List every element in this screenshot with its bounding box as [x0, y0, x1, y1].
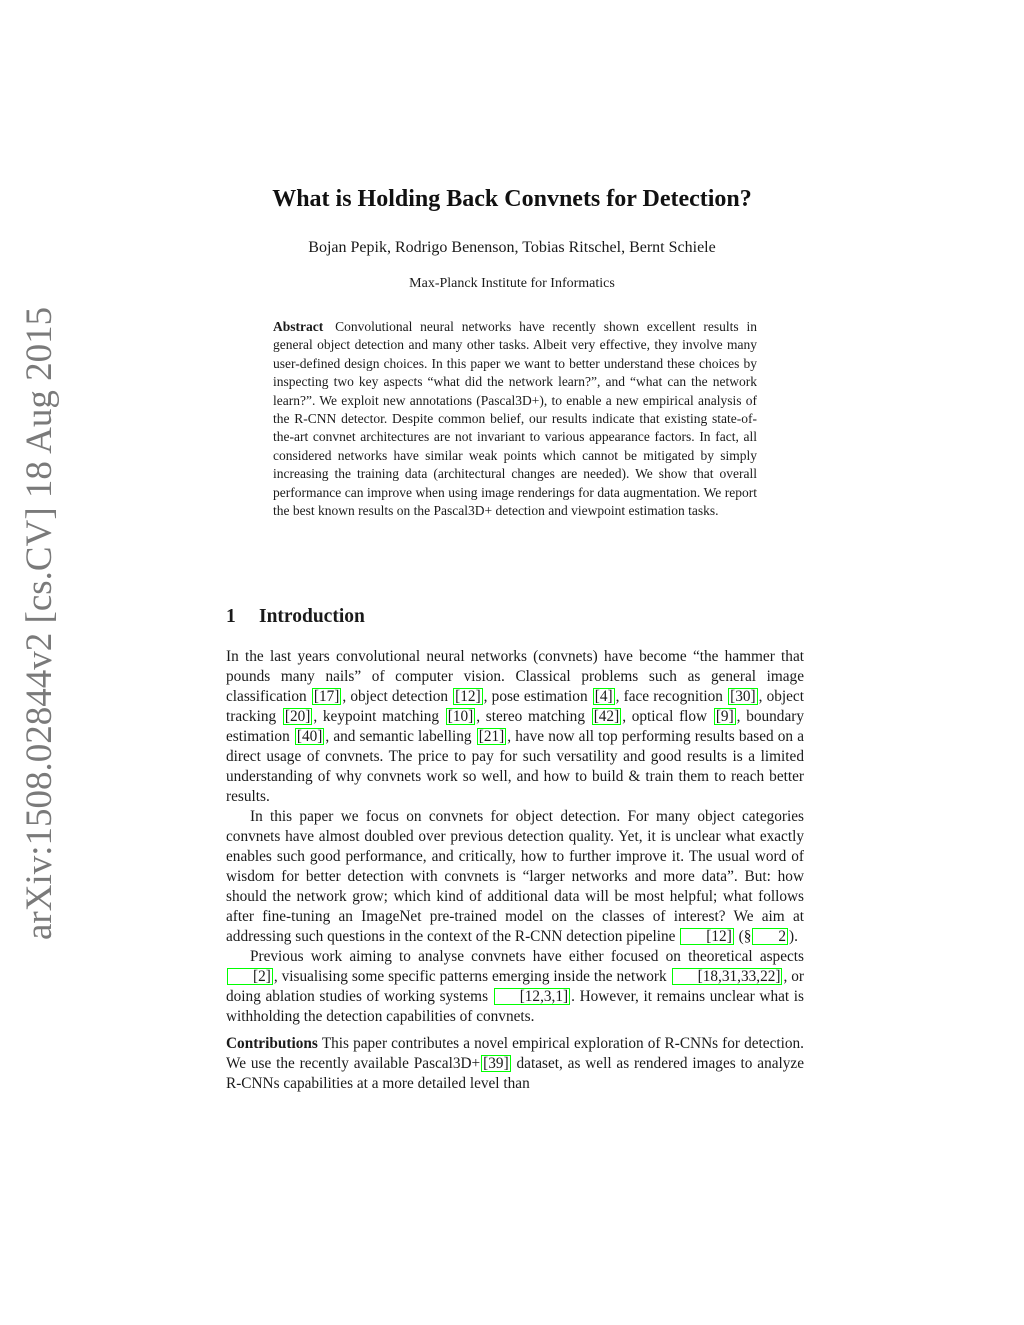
- citation-link[interactable]: [18,31,33,22]: [672, 968, 783, 985]
- introduction-body: [226, 647, 804, 1094]
- text: , and semantic labelling: [325, 728, 476, 745]
- text: . However, it remains unclear what is withholding the detection capabilities of convnets.: [226, 988, 804, 1025]
- citation-link[interactable]: [12,3,1]: [494, 988, 570, 1005]
- abstract-heading: Abstract: [273, 319, 324, 334]
- citation-link[interactable]: [12]: [455, 688, 481, 705]
- citation-link[interactable]: [9]: [715, 708, 734, 725]
- paragraph-2: [226, 807, 804, 947]
- text: , have now all top performing results based on a direct usage of convnets. The price to pay for such versatility and good results is a limited understanding of why convnets work so well, and how to build & train them to reach better results.: [226, 728, 805, 805]
- paragraph-heading: Contributions: [226, 1035, 318, 1052]
- citation-link[interactable]: [2]: [227, 968, 273, 985]
- section-heading-introduction: [226, 606, 365, 628]
- abstract: [273, 318, 757, 520]
- paper-authors: Bojan Pepik, Rodrigo Benenson, Tobias Ritschel, Bernt Schiele: [308, 239, 716, 256]
- text: (§: [734, 928, 752, 945]
- citation-link[interactable]: [20]: [284, 708, 311, 725]
- citation-link[interactable]: [12]: [680, 928, 734, 945]
- section-title: Introduction: [259, 606, 365, 627]
- section-number: 1: [226, 606, 236, 627]
- text: , stereo matching: [476, 708, 591, 725]
- citation-link[interactable]: [21]: [478, 728, 505, 745]
- citation-link[interactable]: [17]: [313, 688, 340, 705]
- text: In the last years convolutional neural networks (convnets) have become “the hammer that pounds many nails” of computer vision. Classical problems such as general image classification: [226, 648, 804, 705]
- text: In this paper we focus on convnets for object detection. For many object categories convnets have almost doubled over previous detection quality. Yet, it is unclear what exactly enables such good performance, and critically, how to further improve it. The usual word of wisdom for better detection with convnets is “larger networks and more data”. But: how should the network grow; which kind of additional data will be most helpful; what follows after fine-tuning an ImageNet pre-trained model on the classes of interest? We aim at addressing such questions in the context of the R-CNN detection pipeline: [226, 808, 804, 945]
- section-link[interactable]: 2: [752, 928, 788, 945]
- text: dataset, as well as rendered images to analyze R-CNNs capabilities at a more detailed level than: [226, 1055, 804, 1092]
- citation-link[interactable]: [39]: [483, 1055, 509, 1072]
- paragraph-1: [226, 647, 804, 807]
- paragraph-3: [226, 947, 804, 1027]
- text: , object tracking: [226, 688, 804, 725]
- arxiv-identifier: arXiv:1508.02844v2 [cs.CV] 18 Aug 2015: [19, 306, 60, 940]
- text: Previous work aiming to analyse convnets have either focused on theoretical aspects: [250, 948, 804, 965]
- author-affiliation: Max-Planck Institute for Informatics: [409, 276, 615, 291]
- text: , or doing ablation studies of working systems: [226, 968, 804, 1005]
- text: , pose estimation: [483, 688, 592, 705]
- abstract-text: Convolutional neural networks have recently shown excellent results in general object detection and many other tasks. Albeit very effective, they involve many user-defined design choices. In this paper we want to better understand these choices by inspecting two key aspects “what did the network learn?”, and “what can the network learn?”. We exploit new annotations (Pascal3D+), to enable a new empirical analysis of the R-CNN detector. Despite common belief, our results indicate that existing state-of-the-art convnet architectures are not invariant to various appearance factors. In fact, all considered networks have similar weak points which cannot be mitigated by simply increasing the training data (architectural changes are needed). We show that overall performance can improve when using image renderings for data augmentation. We report the best known results on the Pascal3D+ detection and viewpoint estimation tasks.: [273, 319, 757, 519]
- paper-title: What is Holding Back Convnets for Detection?: [272, 186, 752, 212]
- text: This paper contributes a novel empirical exploration of R-CNNs for detection. We use the recently available Pascal3D+: [226, 1035, 804, 1072]
- text: , visualising some specific patterns emerging inside the network: [273, 968, 671, 985]
- citation-link[interactable]: [10]: [447, 708, 474, 725]
- citation-link[interactable]: [40]: [296, 728, 323, 745]
- citation-link[interactable]: [30]: [730, 688, 756, 705]
- citation-link[interactable]: [4]: [594, 688, 613, 705]
- text: , boundary estimation: [226, 708, 804, 745]
- text: , optical flow: [622, 708, 713, 725]
- citation-link[interactable]: [42]: [593, 708, 620, 725]
- paragraph-contributions: [226, 1034, 804, 1094]
- text: , face recognition: [615, 688, 728, 705]
- text: , object detection: [342, 688, 453, 705]
- text: ).: [789, 928, 798, 945]
- text: , keypoint matching: [313, 708, 445, 725]
